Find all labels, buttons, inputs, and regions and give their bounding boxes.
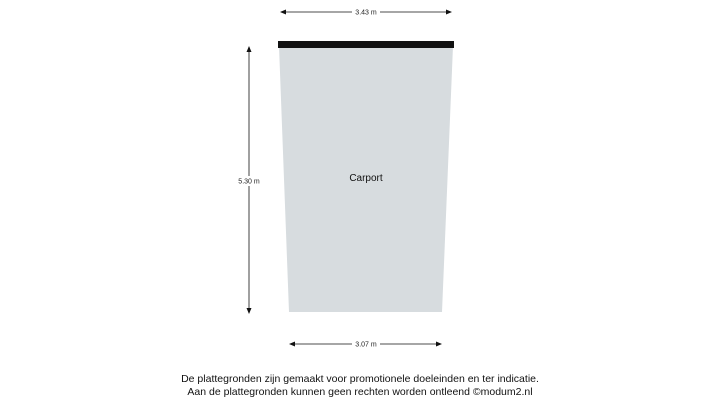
carport-back-wall [278,41,454,48]
dimension-label-left: 5.30 m [238,178,260,186]
dimension-label-bottom: 3.07 m [355,341,377,349]
disclaimer-line-2: Aan de plattegronden kunnen geen rechten worden ontleend ©modum2.nl [187,386,533,398]
disclaimer-line-1: De plattegronden zijn gemaakt voor promotionele doeleinden en ter indicatie. [181,373,539,385]
dimension-label-top: 3.43 m [355,9,377,17]
room-label: Carport [349,173,383,184]
